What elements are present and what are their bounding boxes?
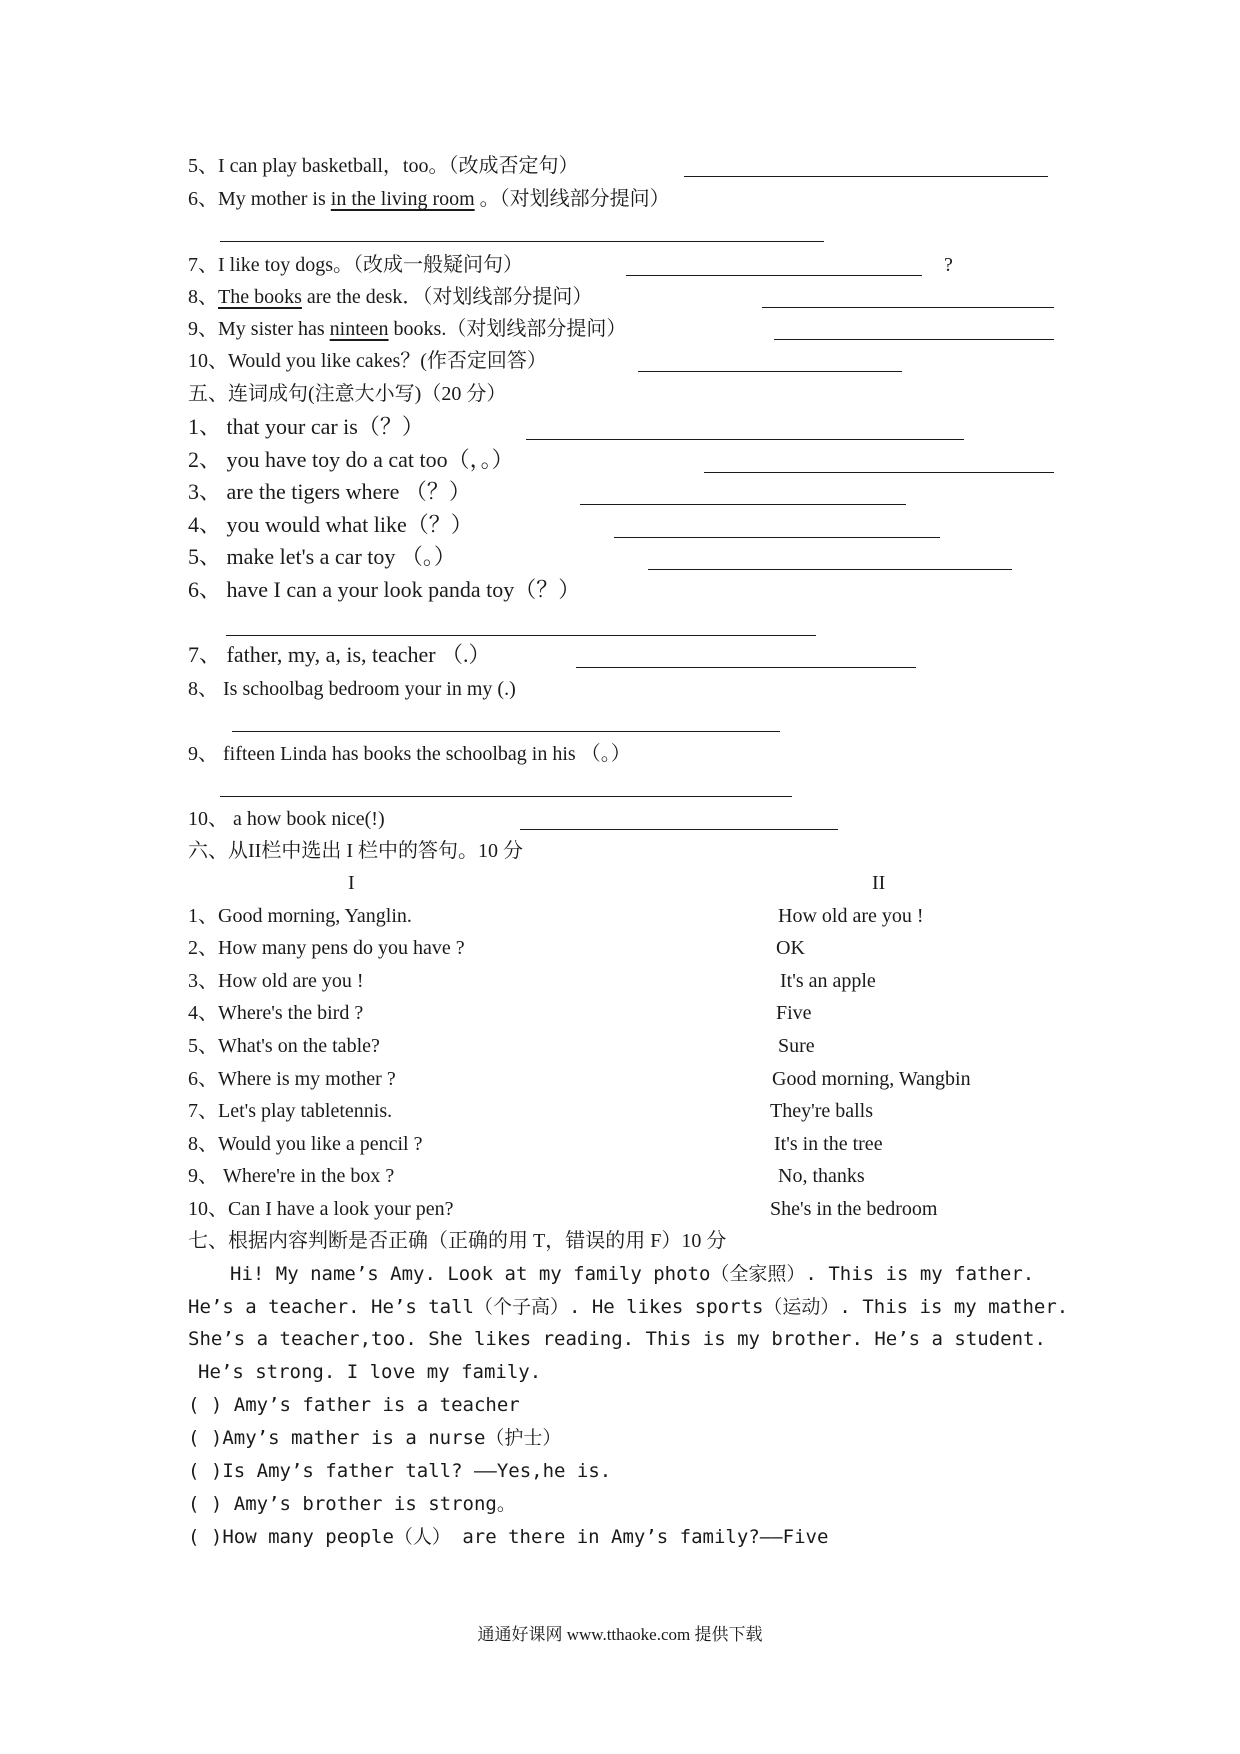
match-right-item: OK (776, 937, 805, 959)
answer-blank[interactable] (762, 307, 1054, 308)
match-right-item: Sure (778, 1035, 815, 1057)
passage-line: She’s a teacher,too. She likes reading. This is my brother. He’s a student. (188, 1328, 1046, 1350)
true-false-statement[interactable]: ( )How many people（人） are there in Amy’s family?——Five (188, 1526, 829, 1548)
answer-blank[interactable] (614, 537, 940, 538)
section-5-item-3: 3、 are the tigers where （？） (188, 479, 471, 504)
section-5-item-1: 1、 that your car is（？） (188, 414, 424, 439)
match-left-item: 7、Let's play tabletennis. (188, 1100, 393, 1122)
match-right-item: It's in the tree (774, 1133, 883, 1155)
answer-blank[interactable] (220, 796, 792, 797)
match-left-item: 9、 Where're in the box ? (188, 1165, 395, 1187)
match-right-item: How old are you ! (778, 905, 924, 927)
answer-blank[interactable] (226, 635, 816, 636)
answer-blank[interactable] (648, 569, 1012, 570)
section-5-item-2: 2、 you have toy do a cat too（，。） (188, 447, 514, 472)
section-6-title: 六、从II栏中选出 I 栏中的答句。10 分 (188, 840, 523, 862)
question-4-10: 10、Would you like cakes？(作否定回答） (188, 350, 547, 372)
match-right-item: She's in the bedroom (770, 1198, 938, 1220)
section-5-item-4: 4、 you would what like（？） (188, 512, 473, 537)
answer-blank[interactable] (520, 829, 838, 830)
match-right-item: No, thanks (778, 1165, 865, 1187)
match-left-item: 10、Can I have a look your pen? (188, 1198, 454, 1220)
true-false-statement[interactable]: ( ) Amy’s brother is strong。 (188, 1493, 516, 1515)
question-4-6 (188, 186, 670, 212)
answer-blank[interactable] (580, 504, 906, 505)
section-5-item-6: 6、 have I can a your look panda toy（？） (188, 577, 581, 602)
passage-line: He’s a teacher. He’s tall（个子高）. He likes sports（运动）. This is my mather. (188, 1296, 1069, 1318)
section-5-item-9: 9、 fifteen Linda has books the schoolbag in his （。） (188, 743, 631, 765)
question-text: books.（对划线部分提问） (393, 318, 627, 340)
match-right-item: Good morning, Wangbin (772, 1068, 971, 1090)
match-left-item: 4、Where's the bird ? (188, 1002, 364, 1024)
match-right-item: They're balls (770, 1100, 874, 1122)
section-5-item-8: 8、 Is schoolbag bedroom your in my (.) (188, 678, 516, 700)
true-false-statement[interactable]: ( ) Amy’s father is a teacher (188, 1394, 520, 1416)
answer-blank[interactable] (704, 472, 1054, 473)
footer-text: 通通好课网 www.tthaoke.com 提供下载 (477, 1625, 763, 1644)
section-7-title: 七、根据内容判断是否正确（正确的用 T，错误的用 F）10 分 (188, 1230, 727, 1252)
match-left-item: 8、Would you like a pencil ? (188, 1133, 423, 1155)
question-4-8 (188, 284, 592, 310)
true-false-statement[interactable]: ( )Is Amy’s father tall? ——Yes,he is. (188, 1460, 612, 1482)
answer-blank[interactable] (526, 439, 964, 440)
question-text: are the desk．（对划线部分提问） (306, 286, 593, 308)
answer-blank[interactable] (232, 731, 780, 732)
question-4-7: 7、I like toy dogs。（改成一般疑问句） (188, 254, 523, 276)
underlined-part: ninteen (329, 318, 389, 340)
answer-blank[interactable] (576, 667, 916, 668)
match-right-item: Five (776, 1002, 812, 1024)
section-5-item-7: 7、 father, my, a, is, teacher （.） (188, 642, 491, 667)
answer-blank[interactable] (638, 371, 902, 372)
column-header-i: I (348, 872, 355, 894)
question-text: 6、My mother is (188, 188, 326, 210)
passage-line: Hi! My name’s Amy. Look at my family photo（全家照）. This is my father. (230, 1263, 1035, 1285)
question-text: 9、My sister has (188, 318, 325, 340)
section-5-title: 五、连词成句(注意大小写)（20 分） (188, 383, 507, 405)
question-4-9 (188, 316, 626, 342)
true-false-statement[interactable]: ( )Amy’s mather is a nurse（护士） (188, 1427, 562, 1449)
underlined-part: in the living room (330, 188, 475, 210)
answer-blank[interactable] (626, 275, 922, 276)
question-4-5: 5、I can play basketball，too。（改成否定句） (188, 155, 579, 177)
match-left-item: 1、Good morning, Yanglin. (188, 905, 412, 927)
column-header-ii: II (872, 872, 886, 894)
section-5-item-10: 10、 a how book nice(!) (188, 808, 385, 830)
underlined-part: The books (218, 286, 302, 308)
question-number: 8、 (188, 286, 218, 308)
passage-line: He’s strong. I love my family. (198, 1361, 542, 1383)
match-left-item: 2、How many pens do you have ? (188, 937, 465, 959)
answer-blank[interactable] (684, 176, 1048, 177)
match-left-item: 6、Where is my mother ? (188, 1068, 396, 1090)
section-5-item-5: 5、 make let's a car toy （。） (188, 544, 456, 569)
match-right-item: It's an apple (780, 970, 876, 992)
match-left-item: 5、What's on the table? (188, 1035, 380, 1057)
question-text: 。（对划线部分提问） (479, 188, 670, 210)
answer-blank[interactable] (774, 339, 1054, 340)
match-left-item: 3、How old are you ! (188, 970, 364, 992)
question-mark: ? (944, 254, 953, 276)
answer-blank[interactable] (220, 241, 824, 242)
